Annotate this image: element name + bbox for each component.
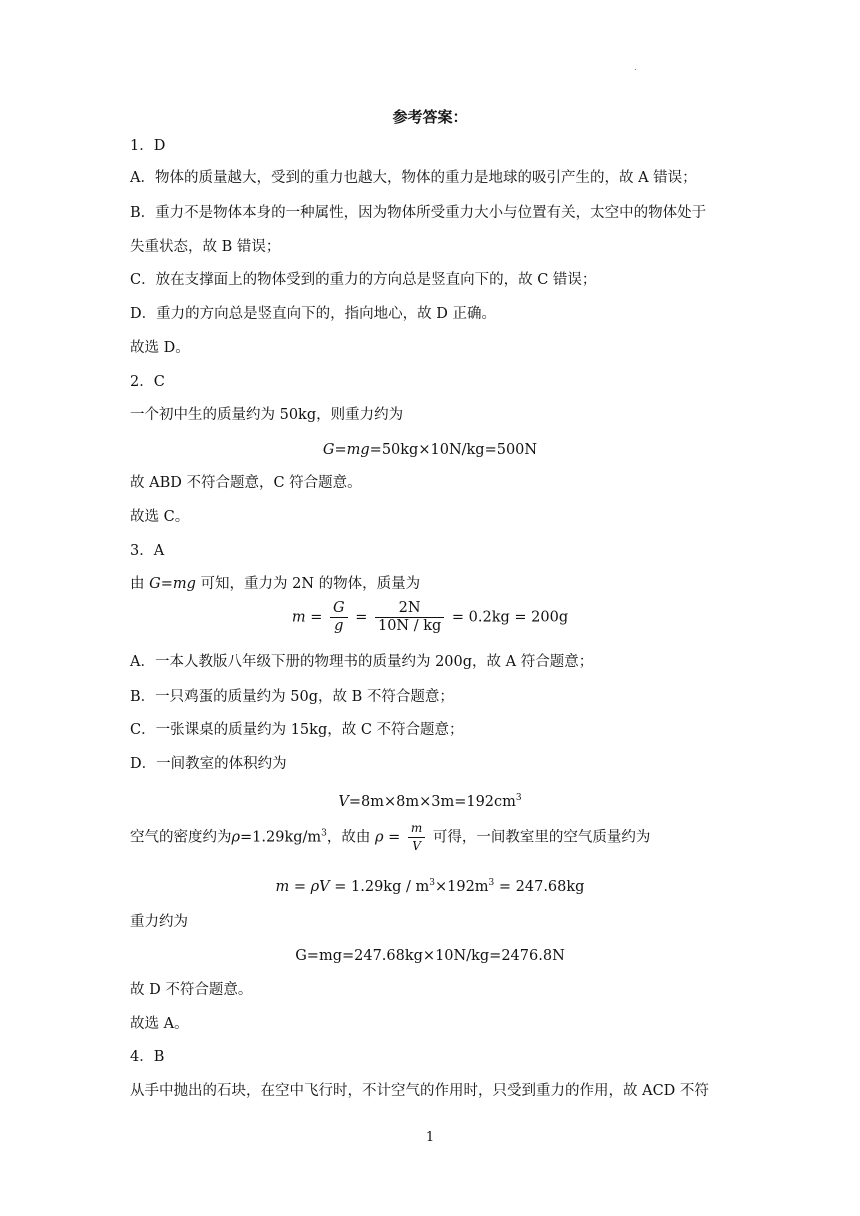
equation-volume: $V=8m\times 8m\times 3m=192cm^3$ [338,793,522,810]
equation-air-weight: G=mg=247.68kg×10N/kg=2476.8N [295,948,565,964]
answer-3-conclusion: 故选 A。 [130,1016,189,1032]
answer-1-option-d: D．重力的方向总是竖直向下的，指向地心，故 D 正确。 [130,306,496,322]
answer-1-option-a: A．物体的质量越大，受到的重力也越大，物体的重力是地球的吸引产生的，故 A 错误； [130,170,697,186]
answer-1-option-b-cont: 失重状态，故 B 错误； [130,239,281,255]
answer-1-conclusion: 故选 D。 [130,340,190,356]
equation-air-mass: $m = \rho V = 1.29kg / m^3\times 192m^3 = 247.68kg$ [275,878,585,895]
answer-4-heading: 4．B [130,1049,165,1065]
answer-3-intro: 由 G=mg 可知，重力为 2N 的物体，质量为 [130,576,421,592]
answer-3-heading: 3．A [130,543,165,559]
equation-weight: G=mg=50kg×10N/kg=500N [322,442,538,458]
answer-1-heading: 1．D [130,138,166,154]
answer-3-density: 空气的密度约为$\rho=1.29kg/m^3$，故由 ρ = $\frac{m}{V}$ 可得，一间教室里的空气质量约为 [130,821,651,853]
answer-3-result: 故 D 不符合题意。 [130,982,253,998]
equation-mass: m = $\frac{G}{g}$ = $\frac{2N}{10N / kg}$ = 0.2kg = 200g [291,600,569,634]
answer-4-text: 从手中抛出的石块，在空中飞行时，不计空气的作用时，只受到重力的作用，故 ACD 不符 [130,1083,709,1099]
page-number: 1 [425,1130,435,1145]
answer-3-option-d: D．一间教室的体积约为 [130,756,287,772]
page-title: 参考答案： [392,108,468,126]
answer-2-heading: 2．C [130,374,165,390]
answer-2-text: 一个初中生的质量约为 50kg，则重力约为 [130,407,404,423]
answer-3-option-a: A．一本人教版八年级下册的物理书的质量约为 200g，故 A 符合题意； [130,654,594,670]
answer-1-option-b: B．重力不是物体本身的一种属性，因为物体所受重力大小与位置有关，太空中的物体处于 [130,205,707,221]
answer-3-weight-label: 重力约为 [130,914,188,930]
answer-3-option-c: C．一张课桌的质量约为 15kg，故 C 不符合题意； [130,722,464,738]
answer-1-option-c: C．放在支撑面上的物体受到的重力的方向总是竖直向下的，故 C 错误； [130,272,597,288]
header-mark: . [634,62,637,73]
answer-3-option-b: B．一只鸡蛋的质量约为 50g，故 B 不符合题意； [130,689,454,705]
answer-2-conclusion: 故选 C。 [130,509,190,525]
answer-2-result: 故 ABD 不符合题意，C 符合题意。 [130,475,362,491]
